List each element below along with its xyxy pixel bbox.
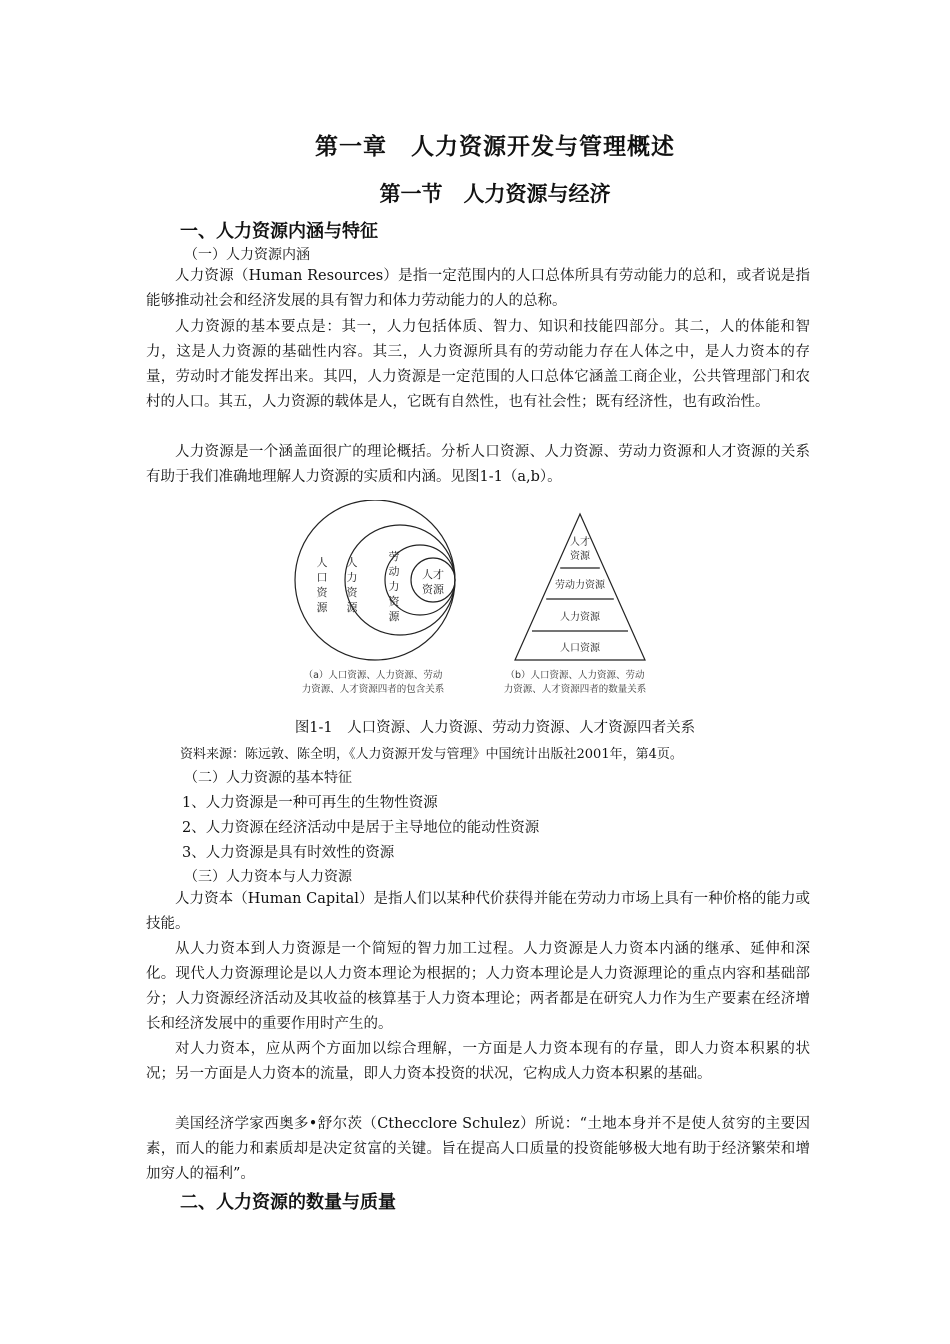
paragraph-6: 对人力资本，应从两个方面加以综合理解，一方面是人力资本现有的存量，即人力资本积累的状况；另一方面是人力资本的流量，即人力资本投资的状况，它构成人力资本积累的基础。 — [146, 1041, 810, 1082]
label-labor-4: 资 — [388, 595, 400, 608]
label-human-4: 源 — [346, 601, 358, 614]
heading-part-2: 二、人力资源的数量与质量 — [180, 1192, 396, 1213]
label-labor-1: 劳 — [388, 550, 400, 563]
section-title: 第一节 人力资源与经济 — [379, 181, 611, 206]
figure-caption: 图1-1 人口资源、人力资源、劳动力资源、人才资源四者关系 — [294, 720, 696, 736]
label-population-4: 源 — [316, 601, 328, 614]
subcaption-a-line1: （a）人口资源、人力资源、劳动 — [303, 670, 443, 681]
subcaption-b-line2: 力资源、人才资源四者的数量关系 — [503, 684, 647, 695]
paragraph-5: 从人力资本到人力资源是一个简短的智力加工过程。人力资源是人力资本内涵的继承、延伸和深化。现代人力资源理论是以人力资本理论为根据的；人力资本理论是人力资源理论的重点内容和基础部分；人力资源经济活动及其收益的核算基于人力资本理论；两者都是在研究人力作为生产要素在经济增长和经济发展中的重要作用时产生的。 — [146, 941, 810, 1032]
paragraph-4: 人力资本（Human Capital）是指人们以某种代价获得并能在劳动力市场上具有一种价格的能力或技能。 — [146, 891, 810, 932]
list-item: 3、人力资源是具有时效性的资源 — [182, 845, 395, 861]
heading-part-1: 一、人力资源内涵与特征 — [180, 221, 378, 242]
paragraph-3: 人力资源是一个涵盖面很广的理论概括。分析人口资源、人力资源、劳动力资源和人才资源的关系有助于我们准确地理解人力资源的实质和内涵。见图1-1（a,b）。 — [146, 444, 810, 485]
paragraph-1: 人力资源（Human Resources）是指一定范围内的人口总体所具有劳动能力的总和，或者说是指能够推动社会和经济发展的具有智力和体力劳动能力的人的总称。 — [146, 268, 810, 309]
paragraph-7: 美国经济学家西奥多•舒尔茨（Cthecclore Schulez）所说：“土地本身并不是使人贫穷的主要因素，而人的能力和素质却是决定贫富的关键。旨在提高人口质量的投资能够极大地有助于经济繁荣和增加穷人的福利”。 — [146, 1116, 810, 1182]
subcaption-b-line1: （b）人口资源、人力资源、劳动 — [505, 670, 645, 681]
label-human-2: 力 — [346, 571, 358, 584]
figure-1-1 — [290, 500, 670, 710]
figure-source: 资料来源：陈远敦、陈全明，《人力资源开发与管理》中国统计出版社2001年，第4页。 — [180, 747, 683, 762]
pyramid-labor: 劳动力资源 — [555, 580, 605, 591]
pyramid-talent-line2: 资源 — [570, 551, 590, 562]
paragraph-2: 人力资源的基本要点是：其一，人力包括体质、智力、知识和技能四部分。其二，人的体能和智力，这是人力资源的基础性内容。其三，人力资源所具有的劳动能力存在人体之中，是人力资本的存量，劳动时才能发挥出来。其四，人力资源是一定范围的人口总体它涵盖工商企业，公共管理部门和农村的人口。其五，人力资源的载体是人，它既有自然性，也有社会性；既有经济性，也有政治性。 — [146, 319, 810, 410]
subcaption-a-line2: 力资源、人才资源四者的包含关系 — [301, 684, 445, 695]
subheading-1: （一）人力资源内涵 — [184, 247, 310, 263]
chapter-title: 第一章 人力资源开发与管理概述 — [315, 133, 675, 160]
list-item: 2、人力资源在经济活动中是居于主导地位的能动性资源 — [182, 820, 540, 836]
label-talent-line2: 资源 — [422, 583, 444, 596]
label-human-3: 资 — [346, 586, 358, 599]
subheading-2: （二）人力资源的基本特征 — [184, 770, 352, 786]
label-human-1: 人 — [346, 556, 358, 569]
label-population-2: 口 — [316, 571, 328, 584]
pyramid-population: 人口资源 — [560, 643, 600, 654]
label-labor-3: 力 — [388, 580, 400, 593]
pyramid-human: 人力资源 — [560, 612, 600, 623]
label-labor-2: 动 — [388, 565, 400, 578]
label-labor-5: 源 — [388, 610, 400, 623]
subheading-3: （三）人力资本与人力资源 — [184, 869, 352, 885]
label-population-3: 资 — [316, 586, 328, 599]
pyramid-talent-line1: 人才 — [570, 537, 590, 548]
label-talent-line1: 人才 — [422, 568, 444, 581]
label-population-1: 人 — [316, 556, 328, 569]
list-item: 1、人力资源是一种可再生的生物性资源 — [182, 795, 438, 811]
